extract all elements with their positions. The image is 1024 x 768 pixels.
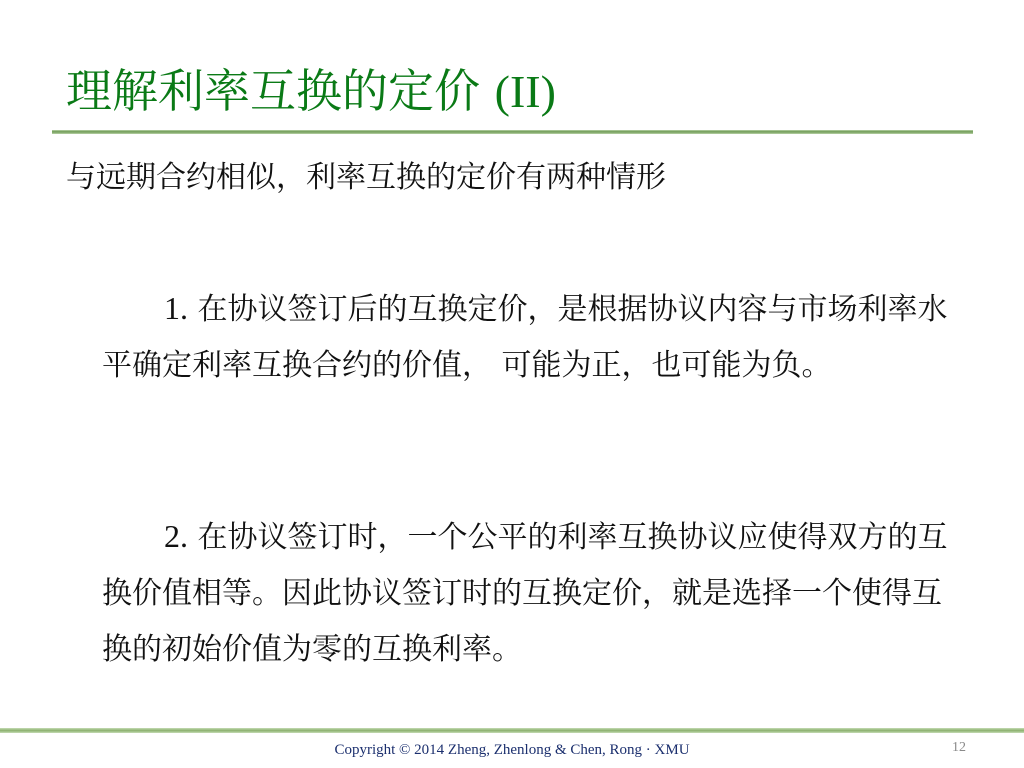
slide-title-cjk: 理解利率互换的定价 (66, 64, 480, 118)
copyright-footer: Copyright © 2014 Zheng, Zhenlong & Chen, Rong · XMU (334, 742, 690, 758)
point-1 (102, 280, 962, 394)
intro-text: 与远期合约相似，利率互换的定价有两种情形 (66, 160, 666, 195)
footer-divider (0, 728, 1024, 733)
point-2 (102, 508, 962, 678)
point-2-text: 在协议签订时，一个公平的利率互换协议应使得双方的互换价值相等。因此协议签订时的互换定价，就是选择一个使得互换的初始价值为零的互换利率。 (102, 520, 948, 667)
point-1-text: 在协议签订后的互换定价，是根据协议内容与市场利率水平确定利率互换合约的价值， 可能为正，也可能为负。 (102, 292, 948, 383)
point-2-number: 2. (164, 518, 188, 554)
page-number: 12 (952, 740, 966, 755)
point-1-number: 1. (164, 290, 188, 326)
title-divider (52, 130, 973, 134)
slide-title-latin: (II) (494, 66, 556, 117)
slide-title (66, 58, 556, 125)
